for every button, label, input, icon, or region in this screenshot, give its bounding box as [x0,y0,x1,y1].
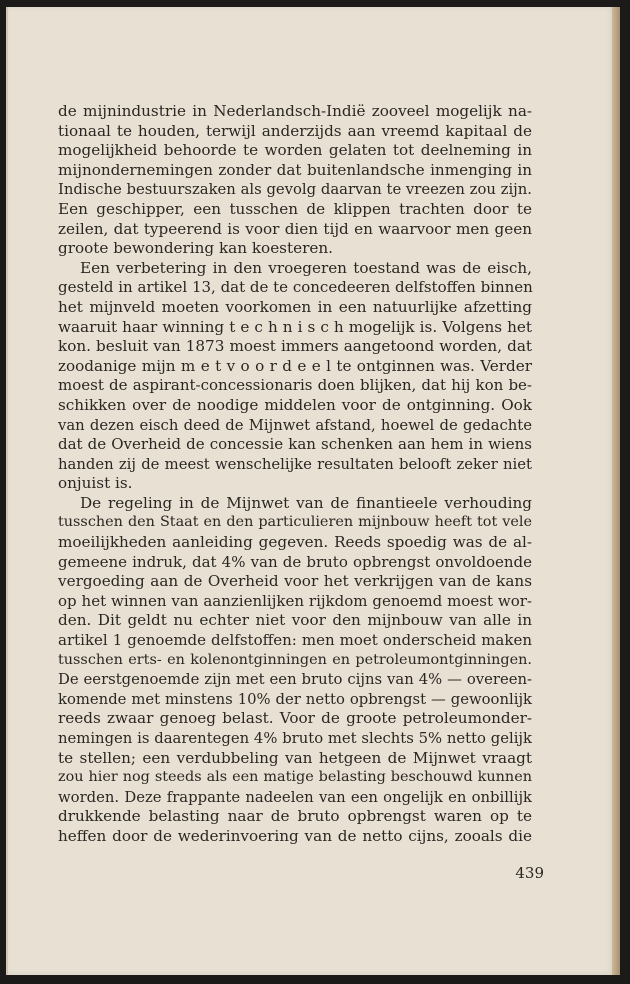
text-line: Een verbetering in den vroegeren toestand was de eisch, [80,258,532,277]
text-line: De regeling in de Mijnwet van de finantieele verhouding [80,493,532,512]
text-line: groote bewondering kan koesteren. [58,239,333,258]
text-line: dat de Overheid de concessie kan schenken aan hem in wiens [58,435,532,454]
text-line: schikken over de noodige middelen voor de ontginning. Ook [58,395,532,414]
text-line: mogelijkheid behoorde te worden gelaten tot deelneming in [58,141,532,160]
text-line: zou hier nog steeds als een matige belasting beschouwd kunnen [58,769,532,786]
text-line: artikel 1 genoemde delfstoffen: men moet onderscheid maken [58,631,532,650]
text-line: drukkende belasting naar de bruto opbrengst waren op te [58,807,532,826]
page-edge [612,7,620,975]
text-line: onjuist is. [58,474,133,493]
text-line: het mijnveld moeten voorkomen in een natuurlijke afzetting [58,297,532,316]
text-line: den. Dit geldt nu echter niet voor den mijnbouw van alle in [58,611,532,630]
text-line: moeilijkheden aanleiding gegeven. Reeds spoedig was de al- [58,533,532,552]
text-line: op het winnen van aanzienlijken rijkdom genoemd moest wor- [58,591,532,610]
text-line: moest de aspirant-concessionaris doen blijken, dat hij kon be- [58,376,532,395]
text-line: heffen door de wederinvoering van de netto cijns, zooals die [58,826,532,845]
text-line: handen zij de meest wenschelijke resultaten belooft zeker niet [58,455,532,473]
book-page [6,7,614,975]
text-line: gemeene indruk, dat 4% van de bruto opbrengst onvoldoende [58,552,532,571]
text-line: tusschen den Staat en den particulieren mijnbouw heeft tot vele [58,514,532,531]
text-line: zoodanige mijn m e t v o o r d e e l te ontginnen was. Verder [58,356,532,375]
page-number: 439 [515,864,544,882]
text-line: worden. Deze frappante nadeelen van een ongelijk en onbillijk [58,788,532,806]
text-line: de mijnindustrie in Nederlandsch-Indië zooveel mogelijk na- [58,102,532,120]
text-line: kon. besluit van 1873 moest immers aangetoond worden, dat [58,337,532,356]
text-line: reeds zwaar genoeg belast. Voor de groote petroleumonder- [58,709,532,728]
text-line: nemingen is daarentegen 4% bruto met slechts 5% netto gelijk [58,730,532,747]
body-text [58,102,532,847]
text-line: tionaal te houden, terwijl anderzijds aan vreemd kapitaal de [58,121,532,140]
text-line: De eerstgenoemde zijn met een bruto cijns van 4% — overeen- [58,671,532,689]
text-line: vergoeding aan de Overheid voor het verkrijgen van de kans [58,572,532,591]
text-line: mijnondernemingen zonder dat buitenlandsche inmenging in [58,160,532,179]
text-line: van dezen eisch deed de Mijnwet afstand, hoewel de gedachte [58,416,532,434]
text-line: waaruit haar winning t e c h n i s c h mogelijk is. Volgens het [58,317,532,336]
text-line: zeilen, dat typeerend is voor dien tijd en waarvoor men geen [58,219,532,238]
text-line: Indische bestuurszaken als gevolg daarvan te vreezen zou zijn. [58,181,532,199]
text-line: komende met minstens 10% der netto opbrengst — gewoonlijk [58,690,532,708]
text-line: Een geschipper, een tusschen de klippen trachten door te [58,199,532,218]
text-line: te stellen; een verdubbeling van hetgeen de Mijnwet vraagt [58,748,532,767]
text-line: gesteld in artikel 13, dat de te concedeeren delfstoffen binnen [58,278,533,297]
text-line: tusschen erts- en kolenontginningen en petroleumontginningen. [58,651,532,668]
